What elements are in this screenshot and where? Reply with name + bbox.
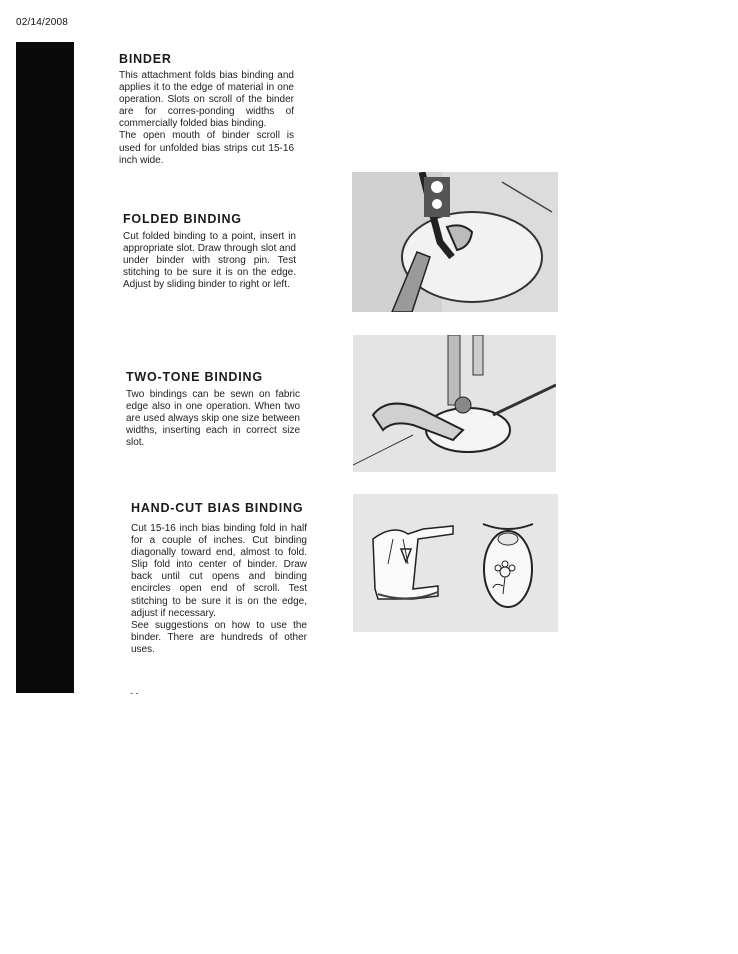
- two-tone-binding-paragraph: Two bindings can be sewn on fabric edge also in one operation. When two are used always skip one size between widths, inserting each in correct size slot.: [126, 389, 300, 449]
- binder-heading: BINDER: [119, 52, 172, 66]
- hand-cut-bias-binding-heading: HAND-CUT BIAS BINDING: [131, 501, 304, 515]
- binding-edge-bar: [16, 42, 74, 693]
- page-number: - -: [130, 688, 139, 698]
- hand-cut-paragraph-1: Cut 15-16 inch bias binding fold in half for a couple of inches. Cut binding diagonally toward end, almost to fold. Slip fold into center of binder. Draw back until cut opens and binding encircles open end of scroll. Test stitching to be sure it is on the edge, adjust if necessary.: [131, 523, 307, 619]
- two-tone-binding-text: [126, 389, 300, 449]
- two-tone-binding-heading: TWO-TONE BINDING: [126, 370, 263, 384]
- binder-paragraph-2: The open mouth of binder scroll is used for unfolded bias strips cut 15-16 inch wide.: [119, 130, 294, 166]
- page-date: 02/14/2008: [16, 17, 69, 28]
- two-tone-binder-photo: [353, 335, 556, 472]
- apron-and-bib-illustration: [353, 494, 558, 632]
- hand-cut-paragraph-2: See suggestions on how to use the binder. There are hundreds of other uses.: [131, 619, 307, 655]
- folded-binding-text: [123, 231, 296, 291]
- binder-text: [119, 70, 294, 167]
- folded-binding-paragraph: Cut folded binding to a point, insert in appropriate slot. Draw through slot and under binder with strong pin. Test stitching to be sure it is on the edge. Adjust by sliding binder to right or left.: [123, 231, 296, 291]
- binder-foot-photo: [352, 172, 558, 312]
- binder-paragraph-1: This attachment folds bias binding and applies it to the edge of material in one operation. Slots on scroll of the binder are for corres-ponding widths of commercially folded bias binding.: [119, 70, 294, 130]
- hand-cut-bias-binding-text: [131, 523, 307, 656]
- folded-binding-heading: FOLDED BINDING: [123, 212, 242, 226]
